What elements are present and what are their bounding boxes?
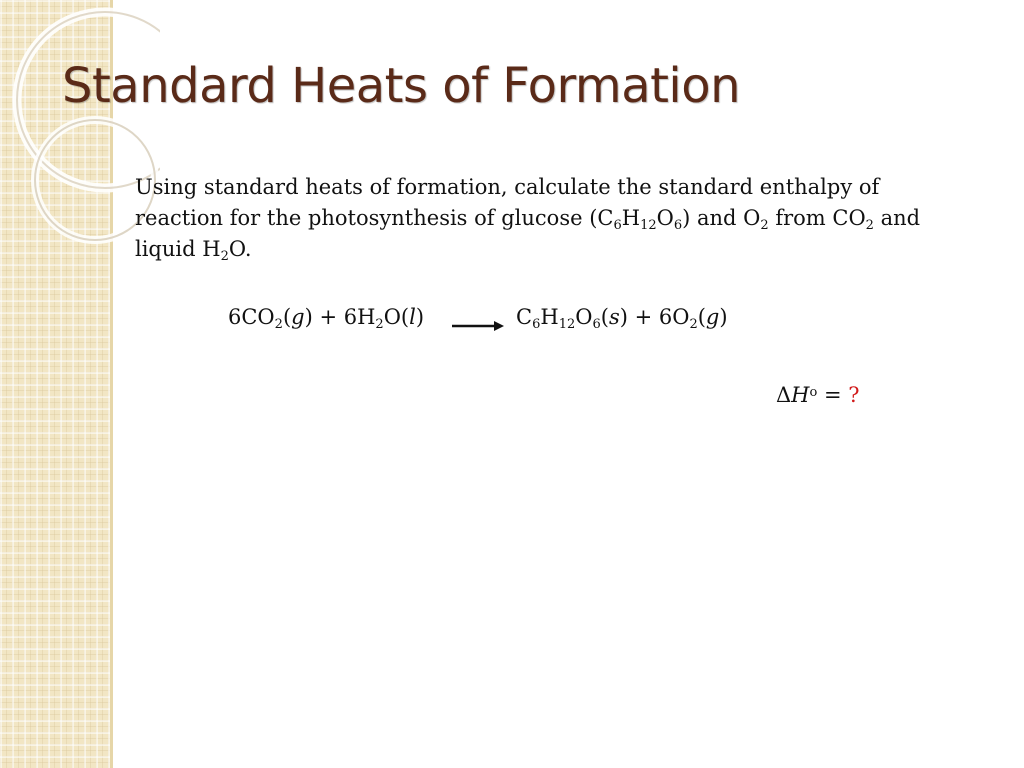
o2-formula: 6O — [658, 305, 690, 329]
slide-title: Standard Heats of Formation — [62, 58, 741, 114]
h2o-formula-rest: O — [383, 305, 401, 329]
subscript: 6 — [592, 317, 601, 332]
glucose-formula: O — [575, 305, 593, 329]
body-text-part: O. — [228, 237, 252, 261]
subscript: 12 — [558, 317, 576, 332]
glucose-formula: C — [516, 305, 533, 329]
problem-statement — [135, 172, 965, 265]
state-label: g — [291, 305, 305, 329]
subscript: 2 — [760, 218, 769, 233]
state-label: s — [608, 305, 620, 329]
subscript: 2 — [375, 317, 384, 332]
products: $C_6H_{12}O_6(s) + 6O_2(g)$ — [516, 305, 728, 332]
reactants: $6CO_2(g) + 6H_2O(l)$ — [228, 305, 425, 332]
h2o-formula: 6H — [343, 305, 376, 329]
equals-sign: = — [817, 383, 849, 407]
body-text-part: from CO — [768, 206, 866, 230]
subscript: 2 — [274, 317, 283, 332]
enthalpy-symbol: H — [791, 383, 810, 407]
subscript: 6 — [532, 317, 541, 332]
body-text-part: Using standard heats of formation, calculate the standard enthalpy of reaction for the photosynthesis of glucose (C — [135, 175, 880, 230]
subscript: 2 — [220, 249, 229, 264]
co2-formula: 6CO — [228, 305, 275, 329]
body-text-part: H — [621, 206, 641, 230]
state-label: g — [705, 305, 720, 329]
body-text-part: ) and O — [682, 206, 761, 230]
subscript: 6 — [613, 218, 622, 233]
unknown-value: ? — [848, 383, 860, 407]
subscript: 2 — [689, 317, 698, 332]
subscript: 6 — [673, 218, 683, 233]
glucose-formula: H — [540, 305, 559, 329]
enthalpy-expression — [776, 383, 860, 407]
state-label: l — [409, 305, 416, 329]
standard-state-superscript: o — [809, 385, 818, 400]
reaction-arrow-icon — [450, 318, 506, 332]
subscript: 12 — [640, 218, 657, 233]
delta-symbol: Δ — [776, 383, 792, 407]
body-text-part: O — [656, 206, 674, 230]
body-text-part: and liquid H — [135, 206, 921, 261]
subscript: 2 — [865, 218, 874, 233]
